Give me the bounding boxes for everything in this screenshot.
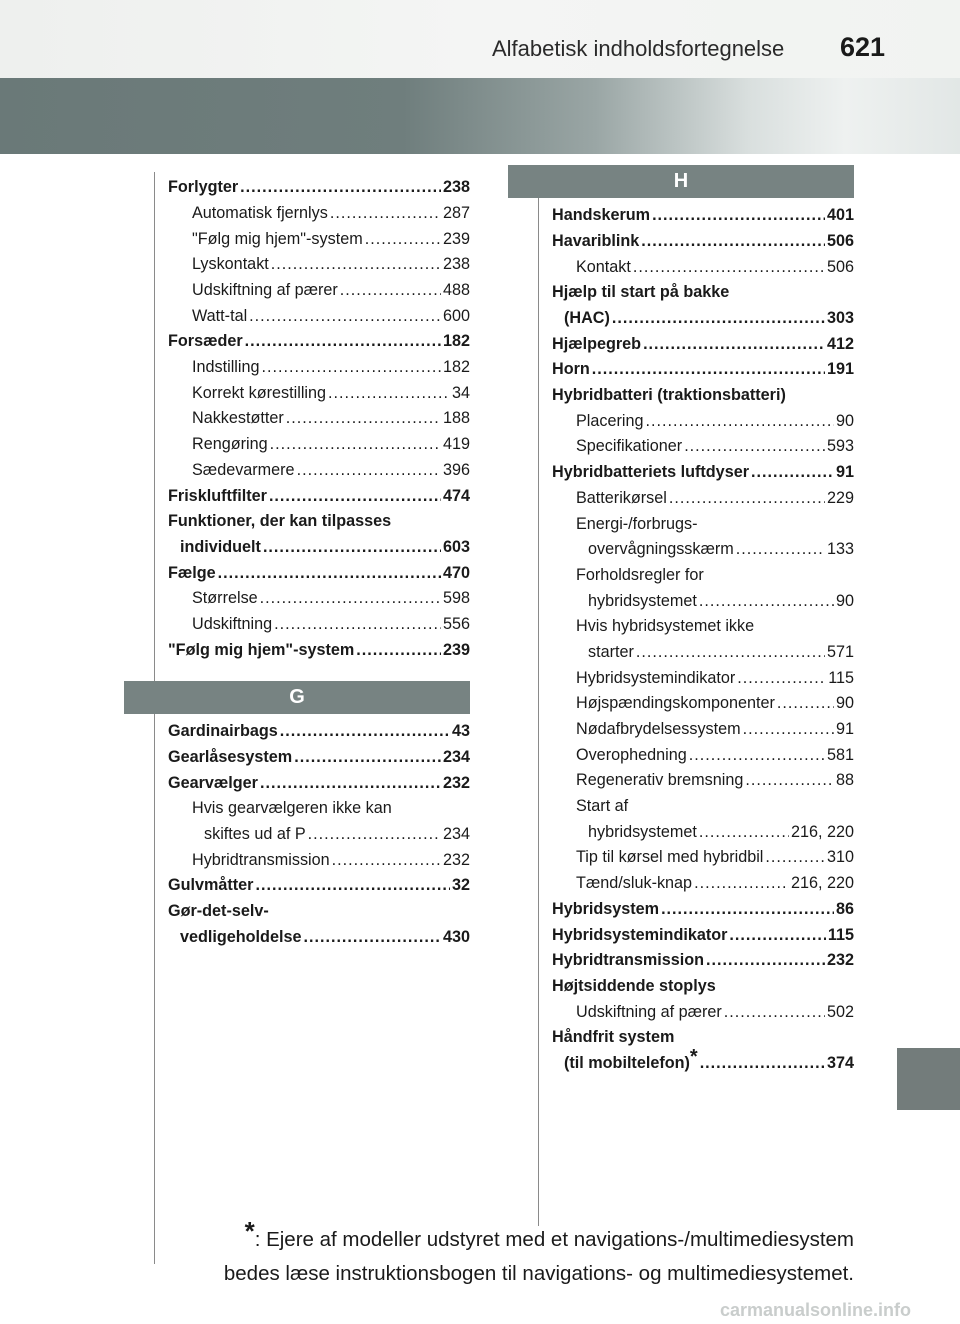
index-entry xyxy=(168,532,470,558)
index-entry-page: 303 xyxy=(826,309,854,327)
dot-leader xyxy=(303,928,441,947)
dot-leader xyxy=(724,1003,825,1022)
index-entry-page: 232 xyxy=(442,773,470,792)
index-entry-page: 571 xyxy=(826,642,854,661)
index-entry xyxy=(552,431,854,457)
index-entry xyxy=(552,662,854,688)
index-entry xyxy=(552,560,854,586)
dot-leader xyxy=(694,874,789,893)
index-entry-page: 229 xyxy=(826,488,854,507)
dot-leader xyxy=(633,258,825,277)
index-entry-label: Gearlåsesystem xyxy=(168,747,293,766)
index-entry xyxy=(552,200,854,226)
index-entry-page: 90 xyxy=(835,694,854,713)
index-entry-page: 239 xyxy=(442,640,470,659)
dot-leader xyxy=(286,409,441,428)
index-entry xyxy=(552,894,854,920)
index-entry xyxy=(168,403,470,429)
index-entry xyxy=(168,870,470,896)
index-entry-label: Nakkestøtter xyxy=(192,409,284,428)
index-entry-page: 88 xyxy=(835,771,854,790)
index-entry-label: Fælge xyxy=(168,563,216,582)
index-entry-label: Forlygter xyxy=(168,178,239,197)
index-entry-label: Watt-tal xyxy=(192,306,248,325)
dot-leader xyxy=(245,332,441,351)
index-entry xyxy=(168,506,470,532)
index-entry xyxy=(552,277,854,303)
index-entry xyxy=(552,765,854,791)
index-entry-label: Hvis hybridsystemet ikke xyxy=(576,617,755,636)
index-entry xyxy=(168,480,470,506)
index-entry-page: 401 xyxy=(826,206,854,225)
footnote-line-1: : Ejere af modeller udstyret med et navigations-/multimediesystem xyxy=(254,1228,854,1251)
index-entry xyxy=(168,275,470,301)
index-entry-label: Gør-det-selv- xyxy=(168,902,269,921)
index-column-right-h xyxy=(552,200,854,1073)
index-entry xyxy=(168,455,470,481)
index-entry xyxy=(552,919,854,945)
index-entry-label: Funktioner, der kan tilpasses xyxy=(168,512,392,531)
index-entry-page: 396 xyxy=(442,460,470,479)
dot-leader xyxy=(765,848,825,867)
dot-leader xyxy=(652,206,825,225)
index-entry-label: Gardinairbags xyxy=(168,722,278,741)
right-column-rule xyxy=(538,196,539,1226)
dot-leader xyxy=(260,774,441,793)
index-entry-label: Hybridtransmission xyxy=(192,850,330,869)
index-entry xyxy=(168,583,470,609)
index-entry-page: 232 xyxy=(442,850,470,869)
index-entry xyxy=(168,249,470,275)
index-entry-label: Placering xyxy=(576,411,644,430)
index-entry xyxy=(552,739,854,765)
index-entry-page: 506 xyxy=(826,231,854,250)
index-entry-label: Hvis gearvælgeren ikke kan xyxy=(192,799,392,818)
index-entry-label: Hjælp til start på bakke xyxy=(552,283,730,302)
index-entry xyxy=(168,172,470,198)
index-entry-label: hybridsystemet xyxy=(588,591,697,610)
index-entry-page: 581 xyxy=(826,745,854,764)
index-entry-page: 216, 220 xyxy=(790,822,854,841)
index-entry xyxy=(552,714,854,740)
index-entry-label: Specifikationer xyxy=(576,437,683,456)
left-column-rule xyxy=(154,172,155,1264)
dot-leader xyxy=(661,900,834,919)
index-entry-page: 374 xyxy=(826,1053,854,1072)
index-entry-label: Håndfrit system xyxy=(552,1028,675,1047)
dot-leader xyxy=(332,851,441,870)
dot-leader xyxy=(641,232,825,251)
index-entry xyxy=(552,996,854,1022)
index-entry-label: Indstilling xyxy=(192,358,260,377)
index-entry-label: vedligeholdelse xyxy=(180,927,302,946)
index-entry-page: 593 xyxy=(826,437,854,456)
index-entry-page: 238 xyxy=(442,255,470,274)
dot-leader xyxy=(700,1054,825,1073)
dot-leader xyxy=(328,384,450,403)
dot-leader xyxy=(737,669,826,688)
index-entry-label: Batterikørsel xyxy=(576,488,667,507)
dot-leader xyxy=(308,825,441,844)
dot-leader xyxy=(255,876,450,895)
index-entry-label: Højspændingskomponenter xyxy=(576,694,775,713)
index-entry-label: (HAC) xyxy=(564,309,610,327)
dot-leader xyxy=(356,641,441,660)
index-entry-page: 603 xyxy=(442,537,470,556)
dot-leader xyxy=(218,564,441,583)
index-entry-label: Friskluftfilter xyxy=(168,486,267,505)
index-entry-page: 419 xyxy=(442,435,470,454)
dot-leader xyxy=(745,771,834,790)
dot-leader xyxy=(330,204,441,223)
index-entry-label: starter xyxy=(588,642,634,661)
index-entry-page: 182 xyxy=(442,332,470,351)
index-entry xyxy=(168,922,470,948)
index-entry-label: Højtsiddende stoplys xyxy=(552,976,716,995)
dot-leader xyxy=(269,487,441,506)
index-entry-page: 238 xyxy=(442,178,470,197)
index-entry xyxy=(168,896,470,922)
dot-leader xyxy=(777,694,834,713)
dot-leader xyxy=(751,463,834,482)
index-entry-label: Horn xyxy=(552,360,590,379)
index-entry-label: Start af xyxy=(576,797,629,816)
index-entry-page: 232 xyxy=(826,951,854,970)
index-entry-label: overvågningsskærm xyxy=(588,540,734,559)
index-entry-label: Nødafbrydelsessystem xyxy=(576,720,741,738)
index-entry-label: Forholdsregler for xyxy=(576,565,704,584)
index-entry xyxy=(552,508,854,534)
index-entry-page: 502 xyxy=(826,1002,854,1021)
index-entry-page: 90 xyxy=(835,591,854,610)
index-entry xyxy=(552,1048,854,1074)
index-entry-label: Regenerativ bremsning xyxy=(576,771,744,790)
index-entry xyxy=(552,868,854,894)
index-entry-label: Hjælpegreb xyxy=(552,334,642,353)
index-entry-page: 188 xyxy=(442,409,470,428)
index-entry-label: Overophedning xyxy=(576,745,687,764)
index-entry-label: Hybridbatteriets luftdyser xyxy=(552,463,749,482)
index-entry xyxy=(168,819,470,845)
index-entry xyxy=(552,251,854,277)
index-entry xyxy=(168,429,470,455)
index-entry xyxy=(168,634,470,660)
index-entry xyxy=(552,688,854,714)
index-entry-label: Tænd/sluk-knap xyxy=(576,874,693,893)
index-entry-label: Udskiftning xyxy=(192,614,273,633)
index-entry xyxy=(552,483,854,509)
index-entry xyxy=(552,226,854,252)
index-entry-page: 91 xyxy=(835,463,854,482)
index-entry-label: Lyskontakt xyxy=(192,255,269,274)
index-entry-label: Hybridsystem xyxy=(552,899,660,918)
dot-leader xyxy=(743,720,834,739)
dot-leader xyxy=(260,589,441,608)
dot-leader xyxy=(643,335,825,354)
index-entry-page: 430 xyxy=(442,927,470,946)
header-strip xyxy=(0,0,960,78)
index-entry xyxy=(168,767,470,793)
index-entry xyxy=(168,609,470,635)
dot-leader xyxy=(736,540,825,559)
index-entry xyxy=(552,611,854,637)
dot-leader xyxy=(592,360,825,379)
index-entry-label: Hybridsystemindikator xyxy=(576,668,736,687)
index-entry xyxy=(168,300,470,326)
dot-leader xyxy=(340,281,441,300)
index-entry-page: 470 xyxy=(442,563,470,582)
index-entry-label: Udskiftning af pærer xyxy=(576,1002,722,1021)
dot-leader xyxy=(280,722,450,741)
index-entry-page: 91 xyxy=(835,720,854,738)
dot-leader xyxy=(669,489,825,508)
index-entry xyxy=(552,534,854,560)
index-entry xyxy=(168,378,470,404)
index-entry-page: 598 xyxy=(442,589,470,608)
index-entry xyxy=(552,406,854,432)
index-entry-label: Havariblink xyxy=(552,231,640,250)
index-entry-page: 556 xyxy=(442,614,470,633)
index-entry-page: 86 xyxy=(835,899,854,918)
index-column-left-f xyxy=(168,172,470,660)
page-number: 621 xyxy=(840,32,886,62)
index-column-left-g xyxy=(168,716,470,947)
index-entry-label: Tip til kørsel med hybridbil xyxy=(576,848,764,867)
index-entry xyxy=(168,198,470,224)
index-entry-page: 239 xyxy=(442,229,470,248)
index-entry-label: skiftes ud af P xyxy=(204,825,306,843)
index-entry xyxy=(552,842,854,868)
index-entry-label: (til mobiltelefon) xyxy=(564,1053,690,1072)
index-entry-label: Kontakt xyxy=(576,257,631,276)
index-entry-page: 216, 220 xyxy=(790,874,854,893)
index-entry xyxy=(552,585,854,611)
section-header-h: H xyxy=(508,165,854,198)
index-entry-page: 474 xyxy=(442,486,470,505)
index-entry xyxy=(552,354,854,380)
index-entry-page: 115 xyxy=(828,668,854,687)
dot-leader xyxy=(240,178,441,197)
index-entry-page: 34 xyxy=(451,383,470,402)
watermark: carmanualsonline.info xyxy=(720,1300,912,1320)
dot-leader xyxy=(612,309,825,328)
header-banner xyxy=(0,78,960,154)
index-entry-label: hybridsystemet xyxy=(588,822,697,841)
index-entry-page: 133 xyxy=(826,540,854,559)
index-entry xyxy=(168,352,470,378)
index-entry-label: "Følg mig hjem"-system xyxy=(192,229,363,248)
section-header-g: G xyxy=(124,681,470,714)
index-entry-page: 234 xyxy=(442,747,470,766)
index-entry-label: Gearvælger xyxy=(168,773,258,792)
dot-leader xyxy=(699,823,789,842)
index-entry-label: Udskiftning af pærer xyxy=(192,281,338,299)
chapter-side-tab xyxy=(897,1048,960,1110)
index-entry-page: 115 xyxy=(827,925,854,944)
index-entry-page: 191 xyxy=(826,360,854,379)
index-entry-label: Størrelse xyxy=(192,589,258,608)
index-entry xyxy=(168,793,470,819)
index-entry xyxy=(552,380,854,406)
dot-leader xyxy=(636,643,825,662)
index-entry xyxy=(552,817,854,843)
dot-leader xyxy=(263,538,441,557)
index-entry-label: Forsæder xyxy=(168,332,243,351)
dot-leader xyxy=(270,435,441,454)
index-entry-label: Handskerum xyxy=(552,206,651,225)
dot-leader xyxy=(262,358,441,377)
dot-leader xyxy=(699,592,834,611)
index-entry xyxy=(168,742,470,768)
index-entry xyxy=(552,303,854,329)
index-entry-page: 43 xyxy=(451,722,470,741)
dot-leader xyxy=(274,615,441,634)
index-entry xyxy=(552,637,854,663)
index-entry-page: 182 xyxy=(442,358,470,377)
index-entry-label: individuelt xyxy=(180,537,261,556)
index-entry-label: Energi-/forbrugs- xyxy=(576,514,698,533)
index-entry-label: Sædevarmere xyxy=(192,460,295,479)
index-entry xyxy=(552,971,854,997)
index-entry xyxy=(168,223,470,249)
dot-leader xyxy=(365,230,441,249)
index-entry-label: Gulvmåtter xyxy=(168,876,254,895)
dot-leader xyxy=(684,437,825,456)
footnote-star: * xyxy=(244,1216,255,1246)
dot-leader xyxy=(689,746,825,765)
footnote-line-2: bedes læse instruktionsbogen til navigations- og multimediesystemet. xyxy=(223,1262,854,1285)
dot-leader xyxy=(271,255,441,274)
dot-leader xyxy=(297,461,441,480)
dot-leader xyxy=(294,748,441,767)
index-entry xyxy=(168,557,470,583)
index-entry-page: 412 xyxy=(826,334,854,353)
dot-leader xyxy=(249,307,441,326)
index-entry xyxy=(552,791,854,817)
index-entry-page: 506 xyxy=(826,257,854,276)
dot-leader xyxy=(729,926,825,945)
dot-leader xyxy=(646,412,834,431)
index-entry-label: Hybridtransmission xyxy=(552,951,705,970)
index-entry xyxy=(168,844,470,870)
footnote xyxy=(160,1216,854,1291)
index-entry xyxy=(168,716,470,742)
footnote-marker: * xyxy=(689,1046,698,1069)
index-entry-page: 90 xyxy=(835,411,854,430)
index-entry-page: 234 xyxy=(442,825,470,843)
index-entry xyxy=(552,328,854,354)
index-entry xyxy=(552,457,854,483)
index-entry-label: Rengøring xyxy=(192,435,268,454)
dot-leader xyxy=(706,951,825,970)
index-entry-label: Korrekt kørestilling xyxy=(192,383,327,402)
index-entry-page: 488 xyxy=(442,281,470,299)
index-entry xyxy=(552,1022,854,1048)
index-entry xyxy=(552,945,854,971)
index-entry-page: 310 xyxy=(826,848,854,867)
index-entry-label: Automatisk fjernlys xyxy=(192,203,328,222)
index-entry-label: Hybridbatteri (traktionsbatteri) xyxy=(552,386,786,405)
page-header-title: Alfabetisk indholdsfortegnelse xyxy=(492,36,785,61)
index-entry-label: "Følg mig hjem"-system xyxy=(168,640,355,659)
index-entry-label: Hybridsystemindikator xyxy=(552,925,728,944)
index-entry-page: 287 xyxy=(442,203,470,222)
index-entry-page: 32 xyxy=(451,876,470,895)
index-entry-page: 600 xyxy=(442,306,470,325)
index-entry xyxy=(168,326,470,352)
